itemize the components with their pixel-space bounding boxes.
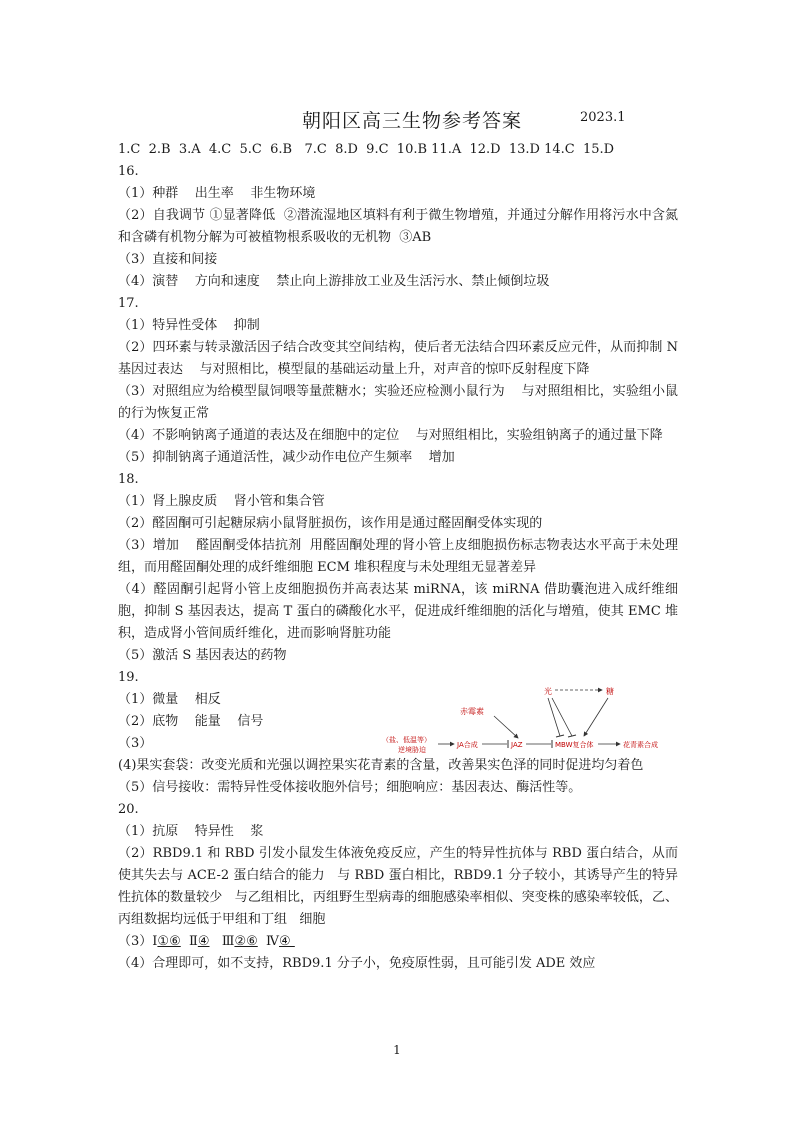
q19-line-4: (4)果实套袋：改变光质和光强以调控果实花青素的含量，改善果实色泽的同时促进均匀着色: [118, 758, 644, 773]
diagram-ja: JA合成: [457, 741, 478, 749]
diagram-anthocyanin: 花青素合成: [623, 741, 658, 749]
light-mbw-inhibit-2: [552, 698, 572, 736]
q17-line-1: （1）特异性受体 抑制: [118, 318, 260, 333]
diagram-jaz: JAZ: [511, 741, 523, 749]
q20-part-c: Ⅱ: [180, 934, 198, 949]
q20-part-a: （3）Ⅰ: [118, 934, 158, 949]
q18-line-4: （4）醛固酮引起肾小管上皮细胞损伤并高表达某 miRNA，该 miRNA 借助囊泡进入成纤维细胞，抑制 S 基因表达，提高 T 蛋白的磷酸化水平，促进成纤维细胞的活化与增殖，使其 EMC 堆积，造成肾小管间质纤维化，进而影响肾脏功能: [118, 582, 678, 641]
q20-part-f: ②⑥: [234, 934, 258, 949]
q17-line-5: （5）抑制钠离子通道活性，减少动作电位产生频率 增加: [118, 450, 455, 465]
answer-content: [118, 139, 683, 975]
page-title: 朝阳区高三生物参考答案: [302, 110, 523, 132]
q16-line-4: （4）演替 方向和速度 禁止向上游排放工业及生活污水、禁止倾倒垃圾: [118, 274, 550, 289]
pathway-diagram: [370, 680, 670, 760]
q16-line-3: （3）直接和间接: [118, 252, 218, 267]
q18-line-5: （5）激活 S 基因表达的药物: [118, 648, 287, 663]
q16-line-1: （1）种群 出生率 非生物环境: [118, 186, 316, 201]
q20-part-h: ④: [279, 934, 295, 949]
diagram-gibberellin: 赤霉素: [460, 707, 484, 716]
gibberellin-jaz-arrow: [494, 716, 518, 738]
q18-line-2: （2）醛固酮可引起糖尿病小鼠肾脏损伤，该作用是通过醛固酮受体实现的: [118, 516, 543, 531]
q17-number: 17.: [118, 296, 139, 311]
q18-line-1: （1）肾上腺皮质 肾小管和集合管: [118, 494, 325, 509]
q19-line-5: （5）信号接收：需特异性受体接收胞外信号；细胞响应：基因表达、酶活性等。: [118, 780, 582, 795]
q16-line-2: （2）自我调节 ①显著降低 ②潜流湿地区填料有利于微生物增殖，并通过分解作用将污水中含氮和含磷有机物分解为可被植物根系吸收的无机物 ③AB: [118, 208, 678, 245]
q17-line-3: （3）对照组应为给模型鼠饲喂等量蔗糖水；实验还应检测小鼠行为 与对照组相比，实验组小鼠的行为恢复正常: [118, 384, 678, 421]
q18-number: 18.: [118, 472, 139, 487]
mcq-answers: 1.C 2.B 3.A 4.C 5.C 6.B 7.C 8.D 9.C 10.B 11.A 12.D 13.D 14.C 15.D: [118, 142, 615, 157]
q19-line-3: （3）: [118, 736, 153, 751]
q18-line-3: （3）增加 醛固酮受体拮抗剂 用醛固酮处理的肾小管上皮细胞损伤标志物表达水平高于未处理组，而用醛固酮处理的成纤维细胞 ECM 堆积程度与未处理组无显著差异: [118, 538, 678, 575]
q19-line-2: （2）底物 能量 信号: [118, 714, 264, 729]
light-mbw-inhibit-1: [548, 698, 560, 736]
diagram-stress: （盐、低温等）: [382, 736, 431, 744]
q19-number: 19.: [118, 670, 139, 685]
q17-line-2: （2）四环素与转录激活因子结合改变其空间结构，使后者无法结合四环素反应元件，从而抑制 N 基因过表达 与对照相比，模型鼠的基础运动量上升，对声音的惊吓反射程度下降: [118, 340, 683, 377]
diagram-sugar: 糖: [606, 687, 614, 696]
diagram-mbw: MBW复合体: [555, 741, 594, 749]
q20-line-3: [118, 931, 678, 953]
page-date: 2023.1: [580, 110, 626, 125]
page-number: 1: [393, 1043, 401, 1057]
q20-line-4: （4）合理即可，如不支持，RBD9.1 分子小，免疫原性弱，且可能引发 ADE 效应: [118, 956, 596, 971]
q20-line-1: （1）抗原 特异性 浆: [118, 824, 264, 839]
q20-part-b: ①⑥: [157, 934, 181, 949]
sugar-mbw-arrow: [584, 698, 608, 736]
q20-part-e: Ⅲ: [209, 934, 235, 949]
q20-line-2: （2）RBD9.1 和 RBD 引发小鼠发生体液免疫反应，产生的特异性抗体与 RBD 蛋白结合，从而使其失去与 ACE-2 蛋白结合的能力 与 RBD 蛋白相比，RBD9.1 分子较小，其诱导产生的特异性抗体的数量较少 与乙组相比，丙组野生型病毒的细胞感染率相似、突变株的感染率较低，乙、丙组数据均远低于甲组和丁组 细胞: [118, 846, 678, 927]
q17-line-4: （4）不影响钠离子通道的表达及在细胞中的定位 与对照组相比，实验组钠离子的通过量下降: [118, 428, 663, 443]
diagram-light: 光: [544, 687, 552, 696]
q20-part-g: Ⅳ: [257, 934, 280, 949]
q19-line-1: （1）微量 相反: [118, 692, 221, 707]
q20-part-d: ④: [197, 934, 210, 949]
diagram-stress-2: 逆境胁迫: [398, 746, 426, 754]
q16-number: 16.: [118, 164, 139, 179]
q20-number: 20.: [118, 802, 139, 817]
